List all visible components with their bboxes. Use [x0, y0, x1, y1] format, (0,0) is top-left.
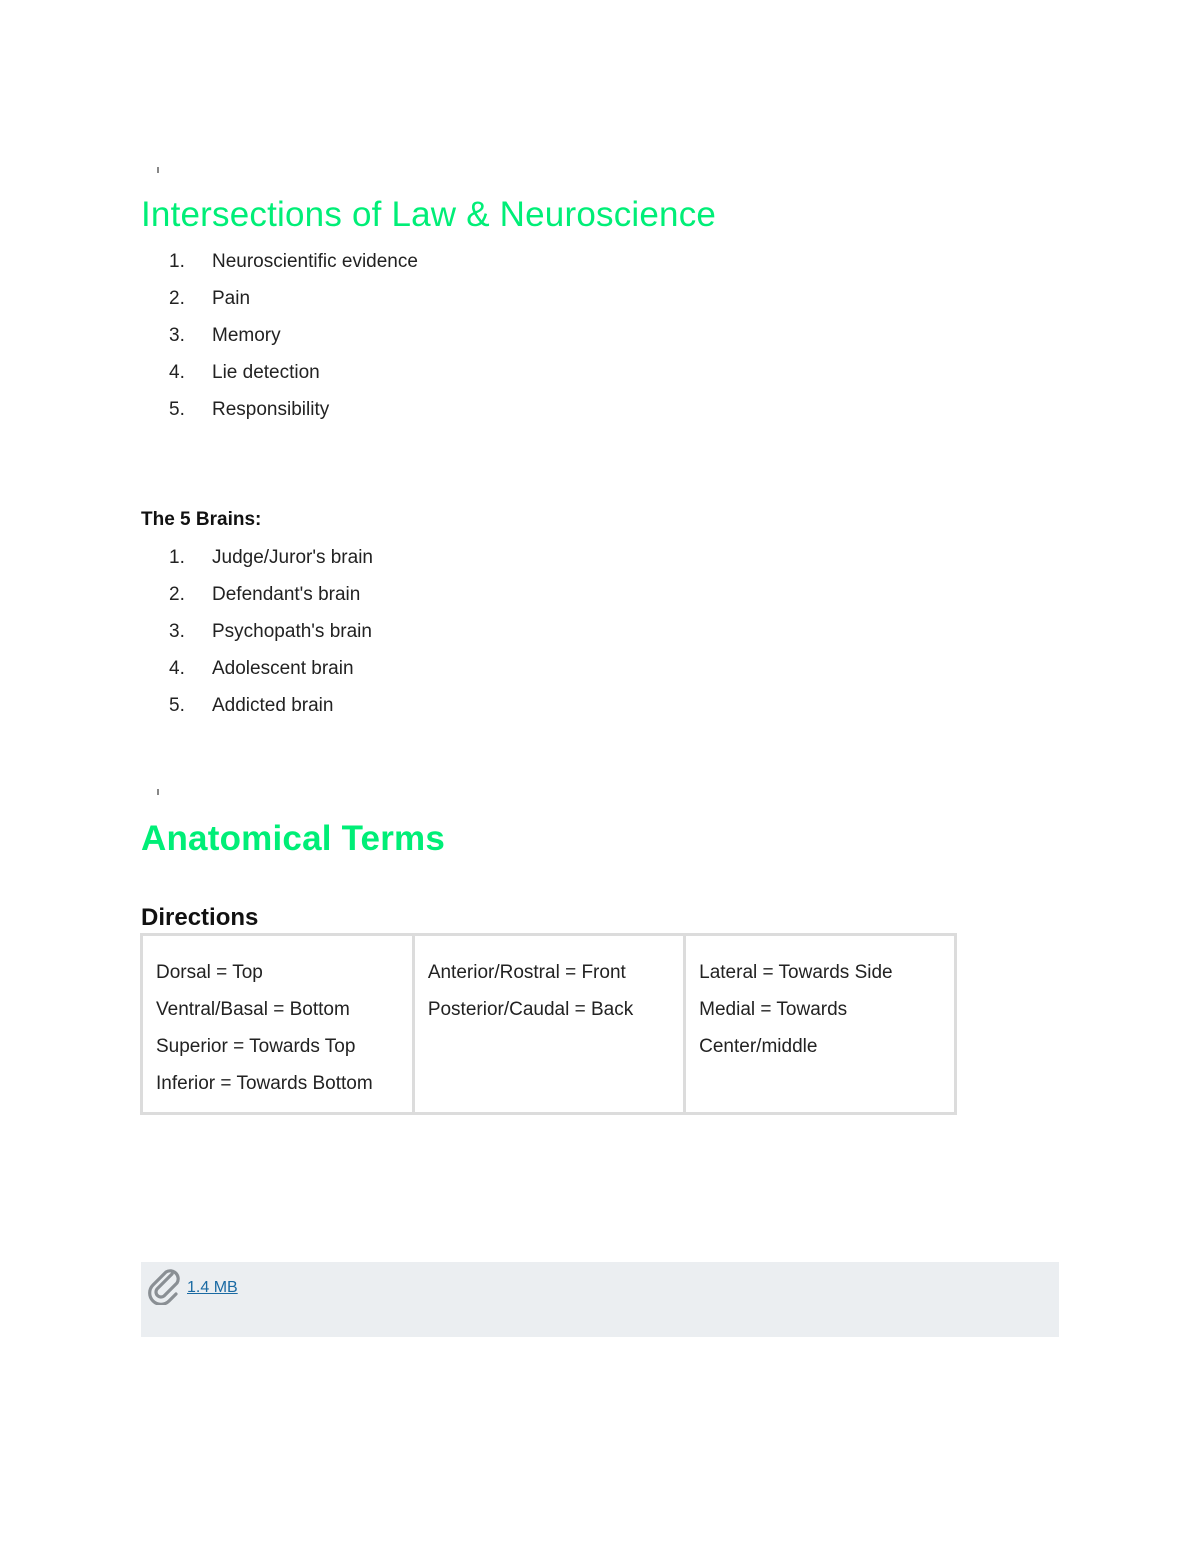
list-number: 1. — [169, 547, 185, 568]
direction-term: Center/middle — [699, 1036, 818, 1057]
table-row — [142, 935, 956, 1114]
list-number: 5. — [169, 399, 185, 420]
table-cell — [413, 935, 684, 1114]
brains-heading: The 5 Brains: — [141, 509, 262, 530]
list-number: 2. — [169, 584, 185, 605]
list-number: 4. — [169, 658, 185, 679]
list-number: 1. — [169, 251, 185, 272]
direction-term: Ventral/Basal = Bottom — [156, 999, 350, 1020]
direction-term: Superior = Towards Top — [156, 1036, 356, 1057]
directions-table — [140, 933, 957, 1115]
direction-term: Lateral = Towards Side — [699, 962, 893, 983]
list-number: 3. — [169, 325, 185, 346]
direction-term: Inferior = Towards Bottom — [156, 1073, 373, 1094]
section-marker — [157, 167, 159, 173]
attachment-bar — [141, 1262, 1059, 1337]
list-number: 2. — [169, 288, 185, 309]
list-item-text: Pain — [212, 288, 251, 309]
section-marker — [157, 789, 159, 795]
table-cell — [142, 935, 414, 1114]
direction-term: Posterior/Caudal = Back — [427, 999, 634, 1020]
paperclip-icon — [145, 1265, 185, 1305]
list-item-text: Psychopath's brain — [212, 621, 372, 642]
section-title-anatomical-terms: Anatomical Terms — [141, 819, 446, 858]
list-item-text: Neuroscientific evidence — [212, 251, 418, 272]
list-item-text: Memory — [212, 325, 281, 346]
directions-heading: Directions — [141, 904, 259, 931]
list-item-text: Defendant's brain — [212, 584, 361, 605]
list-item-text: Adolescent brain — [212, 658, 354, 679]
table-cell — [685, 935, 956, 1114]
attachment-link[interactable]: 1.4 MB — [187, 1279, 238, 1296]
list-number: 3. — [169, 621, 185, 642]
list-number: 5. — [169, 695, 185, 716]
direction-term: Anterior/Rostral = Front — [427, 962, 626, 983]
list-item-text: Judge/Juror's brain — [212, 547, 373, 568]
section-title-law-neuroscience: Intersections of Law & Neuroscience — [141, 195, 717, 234]
list-item-text: Addicted brain — [212, 695, 334, 716]
list-number: 4. — [169, 362, 185, 383]
direction-term: Dorsal = Top — [156, 962, 263, 983]
direction-term: Medial = Towards — [699, 999, 848, 1020]
list-item-text: Lie detection — [212, 362, 320, 383]
list-item-text: Responsibility — [212, 399, 330, 420]
